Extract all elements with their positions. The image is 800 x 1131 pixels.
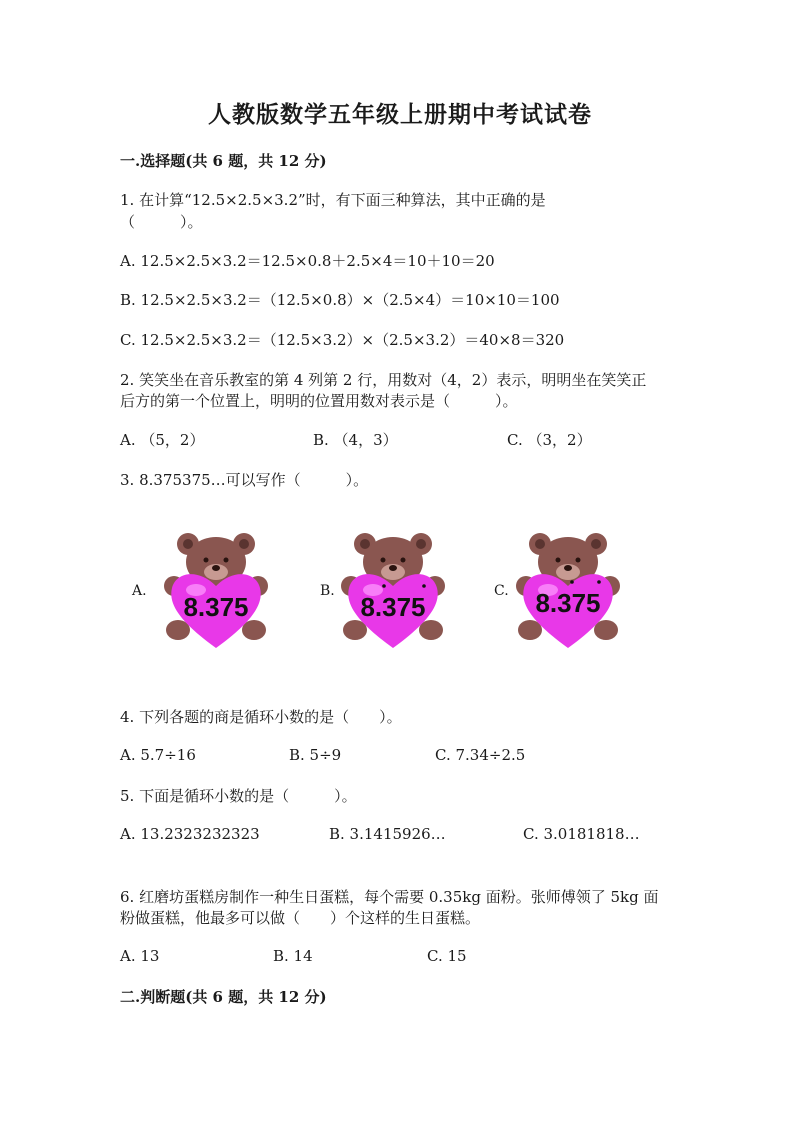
q2-stem-line2: 后方的第一个位置上，明明的位置用数对表示是（ ）。 (120, 392, 518, 410)
q4-stem: 4. 下列各题的商是循环小数的是（ ）。 (120, 708, 402, 726)
q4-option-b: B. 5÷9 (289, 746, 342, 764)
q3-option-a-number: 8.375 (183, 592, 249, 622)
q1-option-c: C. 12.5×2.5×3.2＝（12.5×3.2）×（2.5×3.2）＝40×8＝320 (120, 331, 565, 349)
q1-option-b: B. 12.5×2.5×3.2＝（12.5×0.8）×（2.5×4）＝10×10＝100 (120, 291, 560, 309)
exam-title: 人教版数学五年级上册期中考试试卷 (208, 101, 592, 128)
q5-option-c: C. 3.0181818… (523, 825, 640, 843)
section-judgment-heading: 二.判断题(共 6 题，共 12 分) (120, 988, 327, 1006)
repeat-dot-end (422, 584, 426, 588)
q5-option-a: A. 13.2323232323 (120, 825, 260, 843)
q6-option-c: C. 15 (427, 947, 467, 965)
q1-stem-line2: （ ）。 (120, 213, 203, 231)
repeat-dot-start (570, 580, 574, 584)
q4-option-a: A. 5.7÷16 (120, 746, 196, 764)
q5-option-b: B. 3.1415926… (329, 825, 446, 843)
repeat-dot-start (382, 584, 386, 588)
q2-option-c: C. （3，2） (507, 431, 592, 449)
section-choice-heading: 一.选择题(共 6 题，共 12 分) (120, 152, 327, 170)
repeat-dot-end (597, 580, 601, 584)
q2-option-b: B. （4，3） (313, 431, 398, 449)
q6-option-b: B. 14 (273, 947, 313, 965)
q4-option-c: C. 7.34÷2.5 (435, 746, 526, 764)
q3-option-c-bear-image (512, 530, 624, 654)
q3-option-c-label: C. (494, 583, 509, 599)
q3-option-a-label: A. (132, 583, 147, 599)
q3-option-b-bear-image (337, 530, 449, 654)
q6-stem-line2: 粉做蛋糕，他最多可以做（ ）个这样的生日蛋糕。 (120, 909, 481, 927)
q6-stem-line1: 6. 红磨坊蛋糕房制作一种生日蛋糕，每个需要 0.35kg 面粉。张师傅领了 5kg 面 (120, 888, 659, 906)
q5-stem: 5. 下面是循环小数的是（ ）。 (120, 787, 357, 805)
q3-stem: 3. 8.375375…可以写作（ ）。 (120, 471, 369, 489)
q3-option-a-bear-image (160, 530, 272, 654)
q3-option-b-number: 8.375 (360, 592, 426, 622)
q2-stem-line1: 2. 笑笑坐在音乐教室的第 4 列第 2 行，用数对（4，2）表示，明明坐在笑笑正 (120, 371, 647, 389)
q1-stem-line1: 1. 在计算“12.5×2.5×3.2”时，有下面三种算法，其中正确的是 (120, 191, 546, 209)
q3-option-b-label: B. (320, 583, 335, 599)
q1-option-a: A. 12.5×2.5×3.2＝12.5×0.8＋2.5×4＝10＋10＝20 (120, 252, 495, 270)
q6-option-a: A. 13 (120, 947, 160, 965)
q3-option-c-number: 8.375 (535, 588, 601, 618)
q2-option-a: A. （5，2） (120, 431, 205, 449)
